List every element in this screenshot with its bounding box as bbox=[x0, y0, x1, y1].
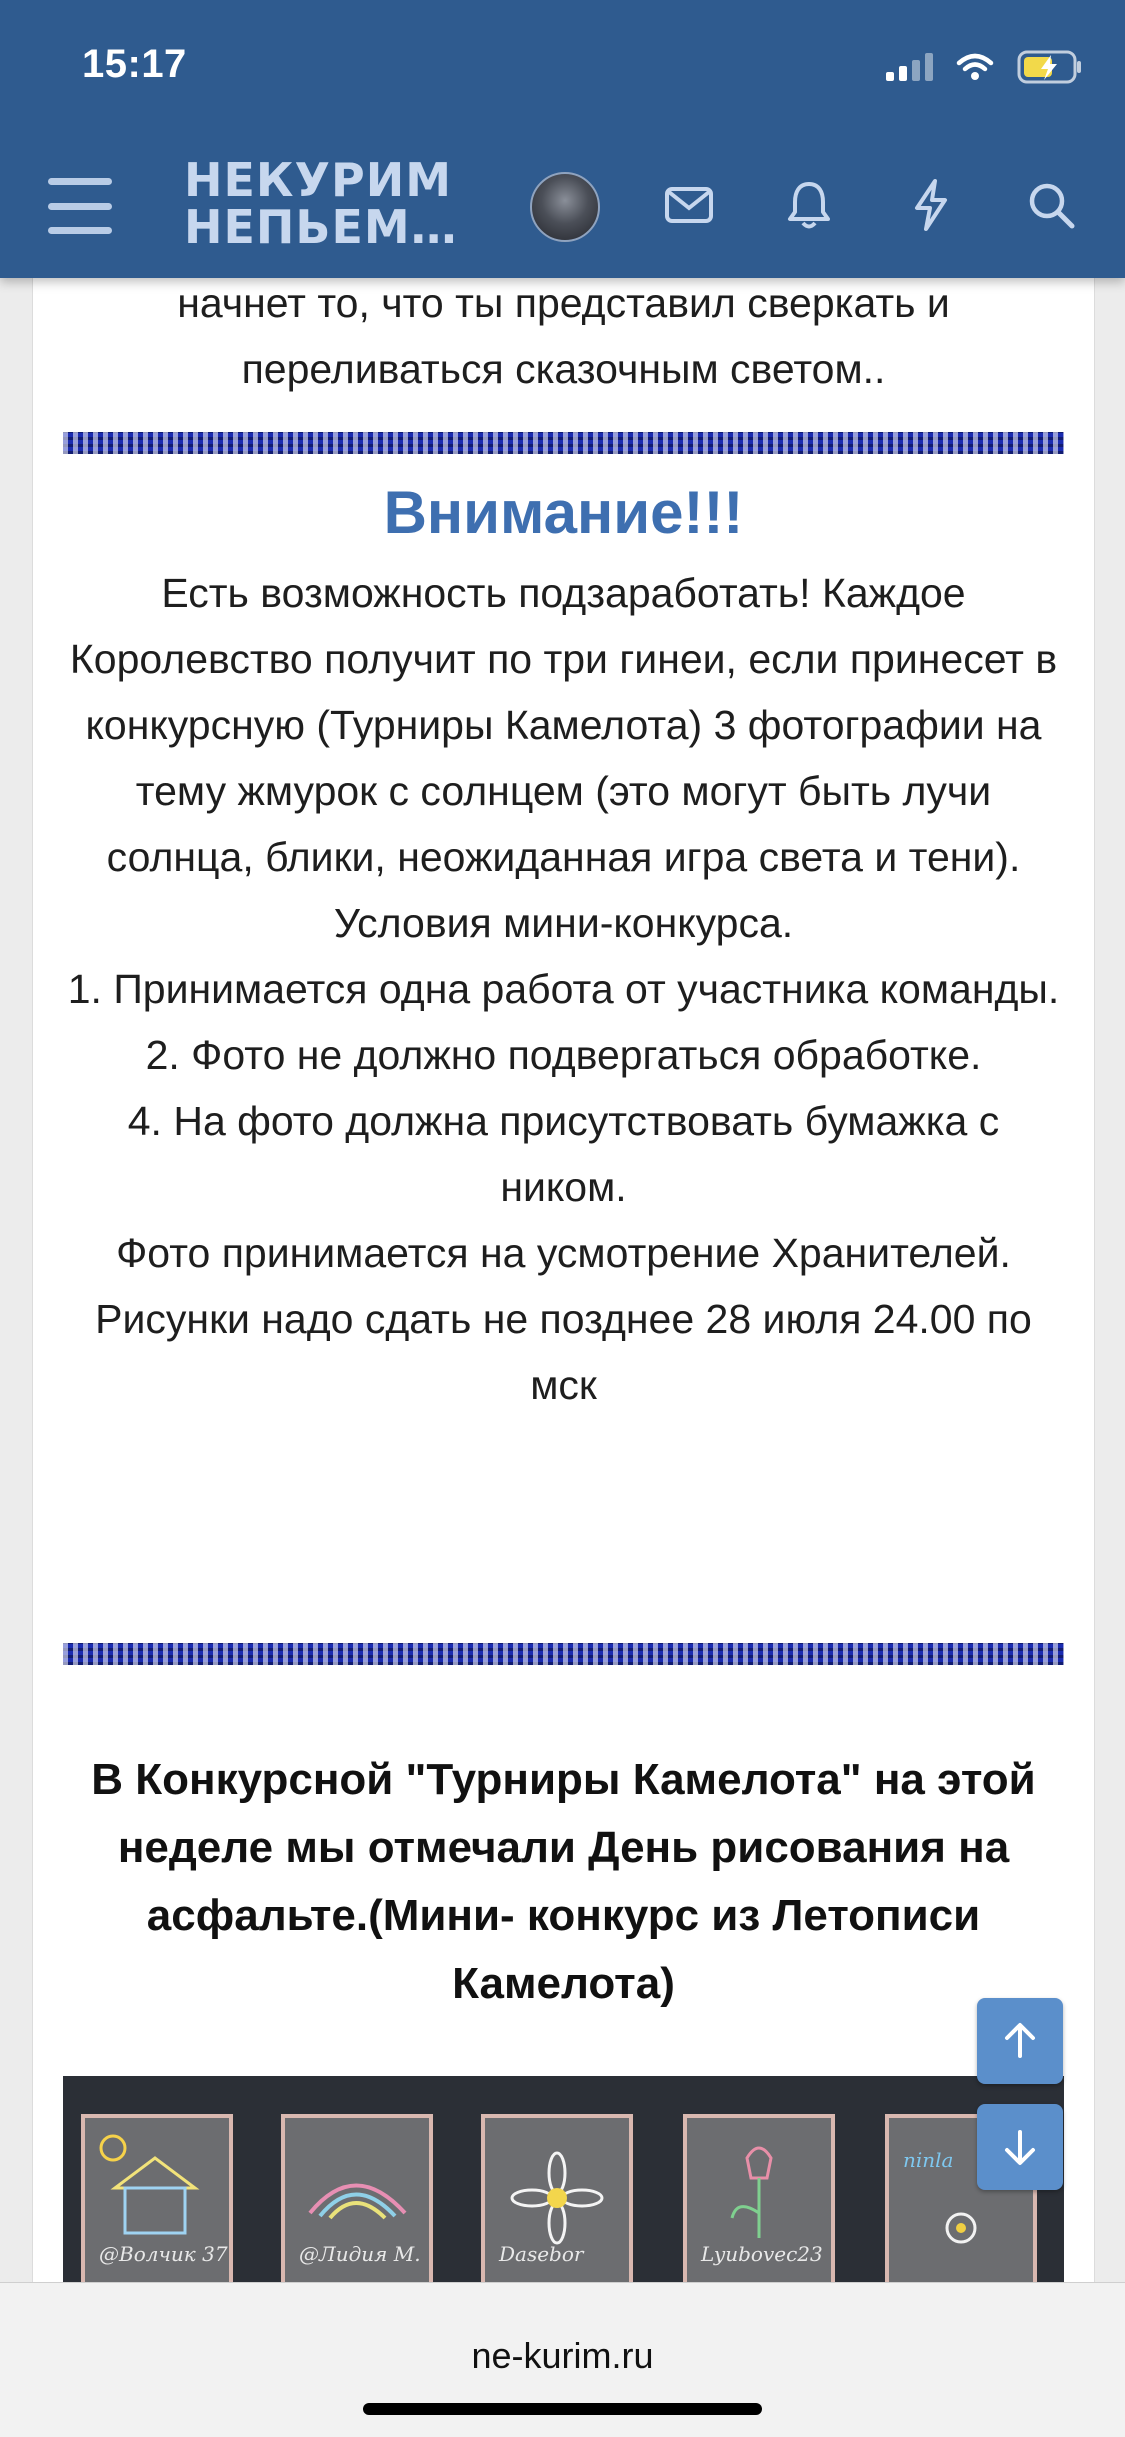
decorative-separator bbox=[63, 1643, 1064, 1665]
announcement-block bbox=[63, 560, 1064, 1418]
messages-button[interactable] bbox=[654, 170, 724, 240]
scroll-up-button[interactable] bbox=[977, 1998, 1063, 2084]
cellular-signal-icon bbox=[886, 53, 933, 81]
condition-item: 4. На фото должна присутствовать бумажка с ником. bbox=[127, 1098, 1000, 1210]
alerts-button[interactable] bbox=[774, 170, 844, 240]
search-button[interactable] bbox=[1016, 170, 1086, 240]
intro-text: начнет то, что ты представил сверкать и переливаться сказочным светом.. bbox=[177, 280, 950, 392]
search-icon bbox=[1026, 180, 1076, 230]
photo-caption: @Лидия М. bbox=[299, 2242, 421, 2266]
announcement-paragraph: Есть возможность подзаработать! Каждое Королевство получит по три гинеи, если принесет в конкурсную (Турниры Камелота) 3 фотографии на тему жмурок с солнцем (это могут быть лучи солнца, блики, неожиданная игра света и тени). bbox=[69, 570, 1058, 880]
browser-address-bar bbox=[0, 2282, 1125, 2437]
chalk-drawing-photo bbox=[481, 2114, 633, 2286]
scroll-down-button[interactable] bbox=[977, 2104, 1063, 2190]
arrow-up-icon bbox=[999, 2020, 1041, 2062]
photo-caption: Dasebor bbox=[499, 2242, 584, 2266]
bell-icon bbox=[787, 180, 831, 230]
arrow-down-icon bbox=[999, 2126, 1041, 2168]
wifi-icon bbox=[955, 52, 995, 82]
condition-item: 1. Принимается одна работа от участника команды. bbox=[67, 966, 1060, 1012]
site-logo[interactable]: НЕКУРИМ НЕПЬЕМ… bbox=[184, 153, 458, 254]
chalk-drawing-photo bbox=[281, 2114, 433, 2286]
note-line: Фото принимается на усмотрение Хранителей. bbox=[116, 1230, 1011, 1276]
lightning-icon bbox=[911, 178, 951, 232]
envelope-icon bbox=[664, 186, 714, 224]
status-time: 15:17 bbox=[82, 42, 187, 86]
chalk-drawing-photo bbox=[81, 2114, 233, 2286]
menu-button[interactable] bbox=[48, 178, 112, 234]
app-header bbox=[0, 0, 1125, 278]
photo-collage[interactable] bbox=[63, 2076, 1064, 2286]
photo-caption: Lyubovec23 bbox=[701, 2242, 823, 2266]
photo-caption: ninla bbox=[903, 2148, 954, 2172]
decorative-separator bbox=[63, 432, 1064, 454]
conditions-title: Условия мини-конкурса. bbox=[333, 900, 794, 946]
url-text[interactable]: ne-kurim.ru bbox=[471, 2335, 654, 2376]
photo-caption: @Волчик 37 bbox=[99, 2242, 228, 2266]
deadline-line: Рисунки надо сдать не позднее 28 июля 24.00 по мск bbox=[95, 1296, 1032, 1408]
home-indicator[interactable] bbox=[363, 2403, 762, 2415]
condition-item: 2. Фото не должно подвергаться обработке. bbox=[145, 1032, 982, 1078]
battery-charging-icon bbox=[1017, 50, 1083, 84]
whats-new-button[interactable] bbox=[896, 170, 966, 240]
status-icons bbox=[886, 50, 1083, 84]
post-card bbox=[32, 0, 1095, 2436]
section-title: В Конкурсной "Турниры Камелота" на этой неделе мы отмечали День рисования на асфальте.(Мини- конкурс из Летописи Камелота) bbox=[91, 1755, 1036, 2008]
chalk-drawing-photo bbox=[683, 2114, 835, 2286]
attention-heading: Внимание!!! bbox=[383, 479, 744, 546]
user-avatar[interactable] bbox=[530, 172, 600, 242]
